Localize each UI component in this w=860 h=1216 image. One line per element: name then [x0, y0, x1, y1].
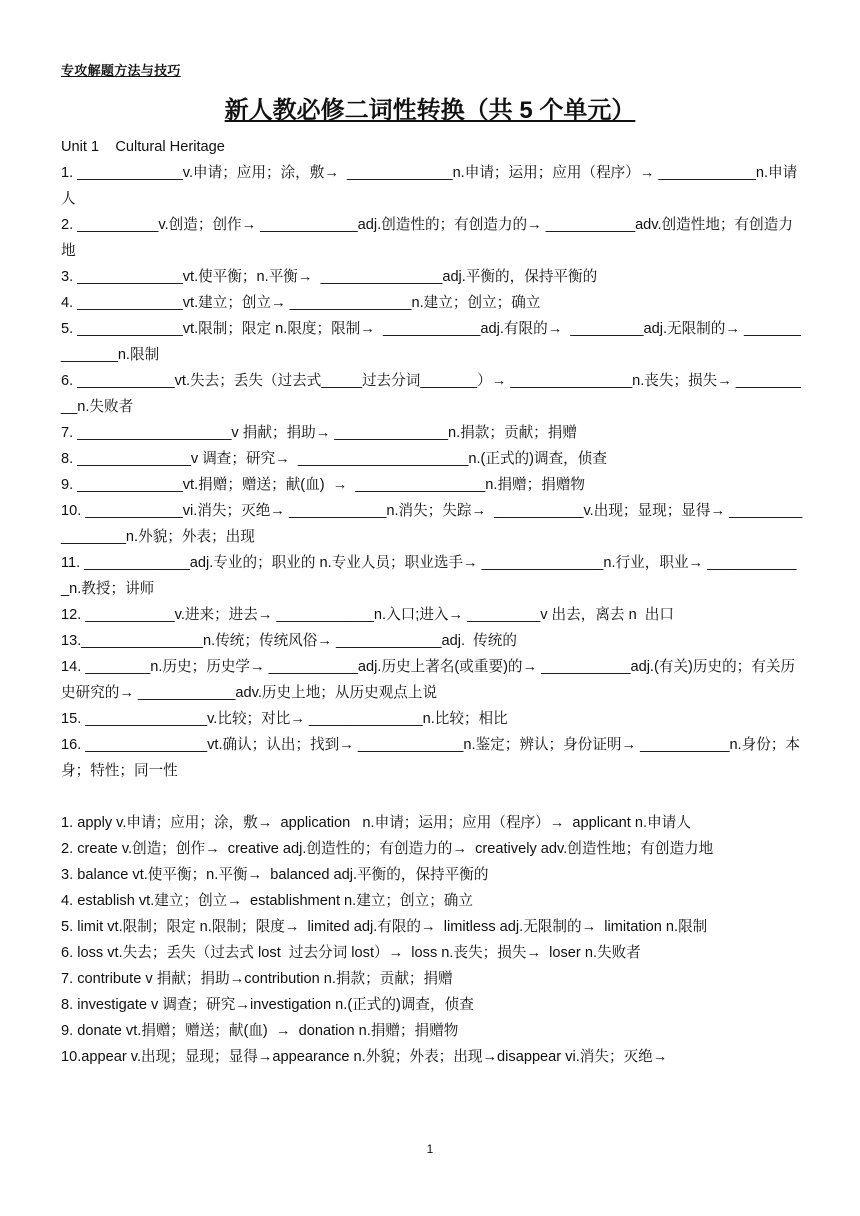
exercise-item: 2. __________v.创造；创作→ ____________adj.创造性的；有创造力的→ ___________adv.创造性地；有创造力地	[61, 217, 793, 259]
exercise-item: 15. _______________v.比较；对比→ ______________n.比较；相比	[61, 711, 508, 727]
exercise-item: 7. ___________________v 捐献；捐助→ ______________n.捐款；贡献；捐赠	[61, 425, 577, 441]
exercise-item: 13._______________n.传统；传统风俗→ _____________adj. 传统的	[61, 633, 517, 649]
answer-item: 10.appear v.出现；显现；显得→appearance n.外貌；外表；出现→disappear vi.消失；灭绝→	[61, 1049, 668, 1065]
exercise-item: 8. ______________v 调查；研究→ _____________________n.(正式的)调查，侦查	[61, 451, 607, 467]
exercise-item: 4. _____________vt.建立；创立→ _______________n.建立；创立；确立	[61, 295, 541, 311]
exercise-item: 12. ___________v.进来；进去→ ____________n.入口;进入→ _________v 出去，离去 n 出口	[61, 607, 674, 623]
exercise-item: 11. _____________adj.专业的；职业的 n.专业人员；职业选手→ _______________n.行业，职业→ ____________n.教授；讲师	[61, 555, 797, 597]
answer-item: 9. donate vt.捐赠；赠送；献(血) → donation n.捐赠；捐赠物	[61, 1023, 459, 1039]
answer-list	[61, 810, 803, 1070]
document-title	[0, 90, 860, 125]
exercise-item: 16. _______________vt.确认；认出；找到→ _____________n.鉴定；辨认；身份证明→ ___________n.身份；本身；特性；同一性	[61, 737, 800, 779]
exercise-item: 5. _____________vt.限制；限定 n.限度；限制→ ____________adj.有限的→ _________adj.无限制的→ ______________n.限制	[61, 321, 801, 363]
answer-item: 8. investigate v 调查；研究→investigation n.(正式的)调查，侦查	[61, 997, 474, 1013]
exercise-item: 1. _____________v.申请；应用；涂，敷→ _____________n.申请；运用；应用（程序）→ ____________n.申请人	[61, 165, 798, 207]
answer-item: 6. loss vt.失去；丢失（过去式 lost 过去分词 lost）→ loss n.丧失；损失→ loser n.失败者	[61, 945, 641, 961]
answer-item: 7. contribute v 捐献；捐助→contribution n.捐款；贡献；捐赠	[61, 971, 453, 987]
page-header: 专攻解题方法与技巧	[61, 63, 181, 78]
content-body	[61, 134, 803, 1070]
exercise-list	[61, 160, 803, 784]
answer-item: 3. balance vt.使平衡；n.平衡→ balanced adj.平衡的，保持平衡的	[61, 867, 489, 883]
answer-item: 4. establish vt.建立；创立→ establishment n.建立；创立；确立	[61, 893, 473, 909]
unit-heading: Unit 1 Cultural Heritage	[61, 139, 225, 155]
exercise-item: 10. ____________vi.消失；灭绝→ ____________n.消失；失踪→ ___________v.出现；显现；显得→ _________________n.外貌；外表；出现	[61, 503, 803, 545]
answer-item: 2. create v.创造；创作→ creative adj.创造性的；有创造力的→ creatively adv.创造性地；有创造力地	[61, 841, 714, 857]
answer-item: 1. apply v.申请；应用；涂，敷→ application n.申请；运用；应用（程序）→ applicant n.申请人	[61, 815, 691, 831]
exercise-item: 14. ________n.历史；历史学→ ___________adj.历史上著名(或重要)的→ ___________adj.(有关)历史的；有关历史研究的→ ____________adv.历史上地；从历史观点上说	[61, 659, 796, 701]
exercise-item: 9. _____________vt.捐赠；赠送；献(血) → ________________n.捐赠；捐赠物	[61, 477, 586, 493]
section-gap	[61, 784, 803, 810]
answer-item: 5. limit vt.限制；限定 n.限制；限度→ limited adj.有限的→ limitless adj.无限制的→ limitation n.限制	[61, 919, 708, 935]
page-number: 1	[426, 1142, 434, 1156]
exercise-item: 6. ____________vt.失去；丢失（过去式_____过去分词_______）→ _______________n.丧失；损失→ __________n.失败者	[61, 373, 801, 415]
exercise-item: 3. _____________vt.使平衡；n.平衡→ _______________adj.平衡的，保持平衡的	[61, 269, 598, 285]
title-text: 新人教必修二词性转换（共 5 个单元）	[224, 97, 636, 124]
